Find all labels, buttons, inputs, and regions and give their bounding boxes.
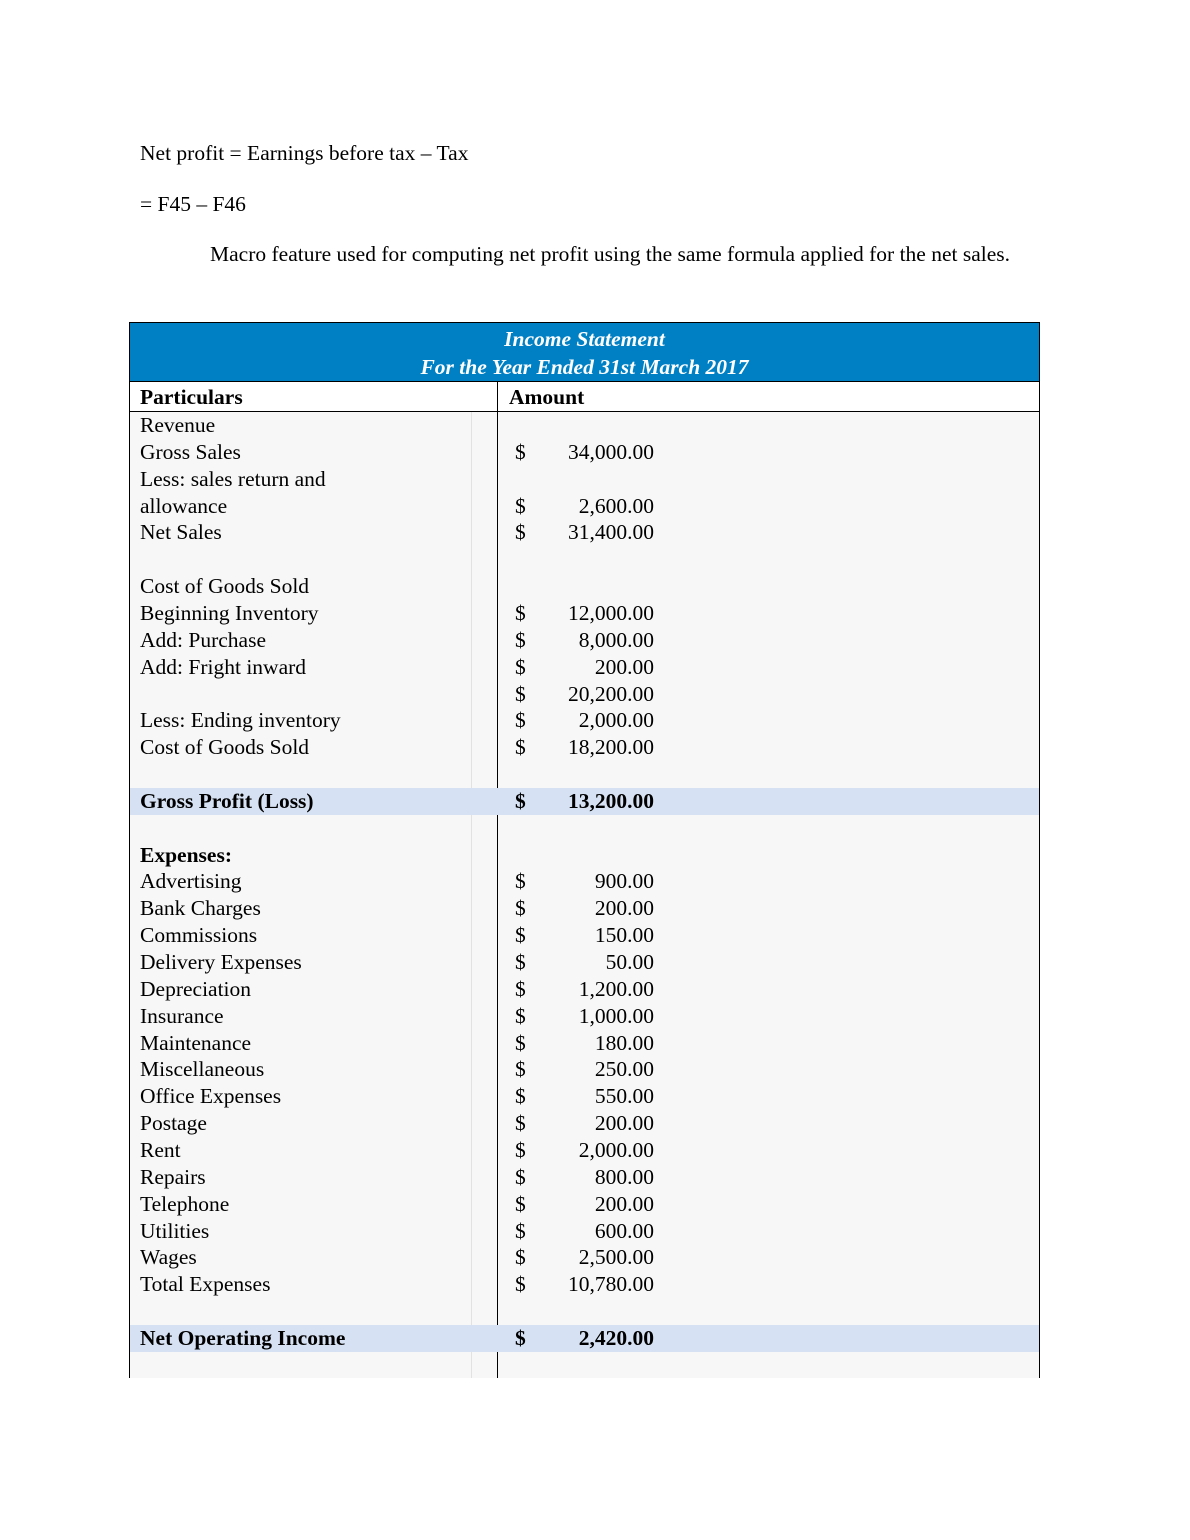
currency-symbol: $ (515, 681, 526, 706)
row-label: Expenses: (140, 842, 232, 867)
table-row (130, 627, 1039, 654)
currency-symbol: $ (515, 520, 526, 545)
row-amount: 200.00 (594, 654, 654, 679)
currency-symbol: $ (515, 627, 526, 652)
table-row (130, 1030, 1039, 1057)
currency-symbol: $ (515, 1191, 526, 1216)
row-label: Repairs (140, 1164, 206, 1189)
row-amount: 31,400.00 (568, 520, 654, 545)
currency-symbol: $ (515, 493, 526, 518)
row-label: Commissions (140, 923, 258, 948)
statement-title: Income Statement (504, 327, 665, 351)
row-amount: 550.00 (594, 1084, 654, 1109)
row-amount: 150.00 (594, 923, 654, 948)
row-amount: 2,600.00 (578, 493, 654, 518)
table-row (130, 412, 1039, 439)
table-row (130, 546, 1039, 573)
table-row (130, 868, 1039, 895)
table-row (130, 734, 1039, 761)
currency-symbol: $ (515, 1003, 526, 1028)
row-amount: 8,000.00 (578, 627, 654, 652)
currency-symbol: $ (515, 1325, 526, 1350)
table-row (130, 1298, 1039, 1325)
currency-symbol: $ (515, 976, 526, 1001)
row-label: Less: sales return and (140, 466, 326, 491)
row-amount: 900.00 (594, 869, 654, 894)
row-amount: 200.00 (594, 1111, 654, 1136)
currency-symbol: $ (515, 1164, 526, 1189)
table-row (130, 976, 1039, 1003)
row-amount: 2,000.00 (578, 708, 654, 733)
row-label: Miscellaneous (140, 1057, 265, 1082)
currency-symbol: $ (515, 1057, 526, 1082)
currency-symbol: $ (515, 1245, 526, 1270)
currency-symbol: $ (515, 735, 526, 760)
table-row (130, 761, 1039, 788)
table-row (130, 439, 1039, 466)
row-amount: 50.00 (605, 950, 654, 974)
currency-symbol: $ (515, 1030, 526, 1055)
row-amount: 2,420.00 (578, 1325, 654, 1350)
total-row (130, 788, 1039, 815)
currency-symbol: $ (515, 1111, 526, 1136)
table-row (130, 949, 1039, 976)
row-label: Beginning Inventory (140, 600, 319, 625)
table-row (130, 1218, 1039, 1245)
table-row (130, 681, 1039, 708)
statement-subtitle: For the Year Ended 31st March 2017 (420, 355, 749, 379)
table-row (130, 1244, 1039, 1271)
formula-line-2: = F45 – F46 (140, 192, 246, 216)
row-label: Revenue (140, 413, 216, 437)
row-label: Cost of Goods Sold (140, 574, 310, 599)
currency-symbol: $ (515, 1218, 526, 1243)
currency-symbol: $ (515, 923, 526, 948)
row-amount: 1,000.00 (578, 1003, 654, 1028)
row-label: Gross Profit (Loss) (140, 788, 314, 813)
row-amount: 250.00 (594, 1057, 654, 1082)
row-label: Wages (140, 1245, 197, 1270)
table-row (130, 654, 1039, 681)
table-row (130, 1191, 1039, 1218)
row-amount: 12,000.00 (568, 600, 654, 625)
row-label: Less: Ending inventory (140, 708, 341, 733)
row-label: Depreciation (140, 976, 252, 1001)
table-row (130, 842, 1039, 869)
table-row (130, 1056, 1039, 1083)
row-amount: 180.00 (594, 1030, 654, 1055)
table-row (130, 707, 1039, 734)
table-row (130, 519, 1039, 546)
row-label: Maintenance (140, 1030, 252, 1055)
table-row (130, 600, 1039, 627)
table-row (130, 1110, 1039, 1137)
currency-symbol: $ (515, 788, 526, 813)
table-row (130, 922, 1039, 949)
table-row (130, 1137, 1039, 1164)
currency-symbol: $ (515, 1272, 526, 1297)
row-label: Telephone (140, 1191, 230, 1216)
row-amount: 200.00 (594, 896, 654, 921)
table-row (130, 895, 1039, 922)
row-amount: 34,000.00 (568, 439, 654, 464)
currency-symbol: $ (515, 600, 526, 625)
row-label: Postage (140, 1111, 207, 1136)
table-row (130, 1164, 1039, 1191)
column-header-particulars: Particulars (140, 385, 243, 409)
row-amount: 800.00 (594, 1164, 654, 1189)
row-amount: 18,200.00 (568, 735, 654, 760)
row-label: Net Sales (140, 520, 222, 545)
row-label: Office Expenses (140, 1084, 282, 1109)
table-row (130, 493, 1039, 520)
table-row (130, 1271, 1039, 1298)
currency-symbol: $ (515, 896, 526, 921)
currency-symbol: $ (515, 869, 526, 894)
currency-symbol: $ (515, 950, 526, 974)
row-amount: 13,200.00 (568, 788, 654, 813)
row-label: Utilities (140, 1218, 210, 1243)
currency-symbol: $ (515, 1084, 526, 1109)
total-row (130, 1325, 1039, 1352)
row-label: Add: Fright inward (140, 654, 307, 679)
row-label: Gross Sales (140, 439, 241, 464)
row-amount: 1,200.00 (578, 976, 654, 1001)
row-label: Cost of Goods Sold (140, 735, 310, 760)
row-amount: 600.00 (594, 1218, 654, 1243)
currency-symbol: $ (515, 654, 526, 679)
macro-description: Macro feature used for computing net profit using the same formula applied for the net sales. (210, 242, 1011, 266)
row-label: Advertising (140, 869, 242, 894)
income-statement-table (129, 322, 1040, 1378)
row-label: Delivery Expenses (140, 950, 302, 974)
table-row (130, 466, 1039, 493)
row-label: Add: Purchase (140, 627, 266, 652)
currency-symbol: $ (515, 708, 526, 733)
table-row (130, 573, 1039, 600)
row-label: allowance (140, 493, 228, 518)
column-header-row (130, 381, 1039, 412)
currency-symbol: $ (515, 1137, 526, 1162)
row-label: Net Operating Income (140, 1325, 346, 1350)
row-amount: 2,500.00 (578, 1245, 654, 1270)
column-header-amount: Amount (509, 385, 585, 409)
row-amount: 2,000.00 (578, 1137, 654, 1162)
formula-line-1: Net profit = Earnings before tax – Tax (140, 141, 469, 165)
row-amount: 10,780.00 (568, 1272, 654, 1297)
table-row (130, 1003, 1039, 1030)
row-label: Bank Charges (140, 896, 261, 921)
table-row (130, 815, 1039, 842)
statement-header (130, 323, 1039, 381)
currency-symbol: $ (515, 439, 526, 464)
row-amount: 200.00 (594, 1191, 654, 1216)
table-row (130, 1083, 1039, 1110)
row-label: Insurance (140, 1003, 224, 1028)
row-label: Rent (140, 1137, 181, 1162)
row-amount: 20,200.00 (568, 681, 654, 706)
row-label: Total Expenses (140, 1272, 271, 1297)
